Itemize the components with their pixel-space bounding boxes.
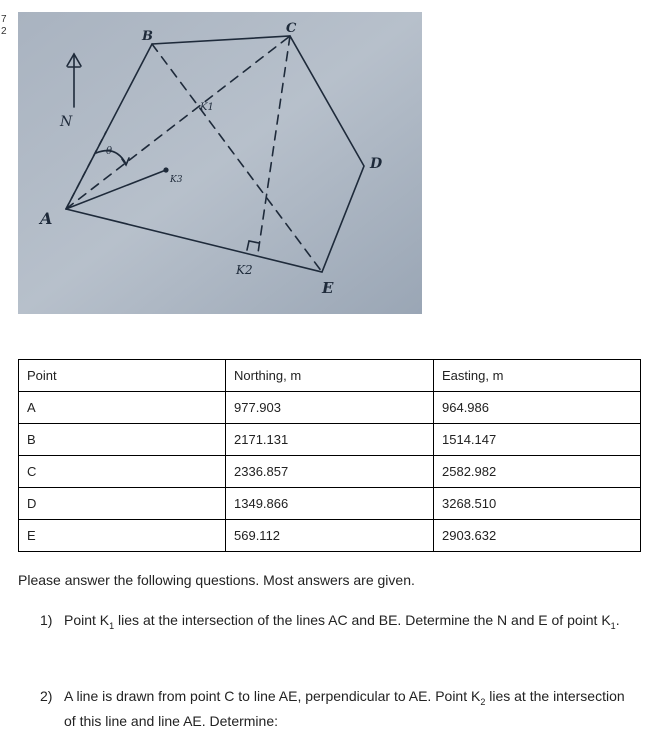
table-row — [19, 392, 641, 424]
cell-northing: 569.112 — [226, 520, 434, 552]
table-row — [19, 456, 641, 488]
question-text: A line is drawn from point C to line AE, perpendicular to AE. Point $K_2$ lies at the intersection of this line and line AE. Determine: — [64, 688, 625, 729]
survey-sketch-photo — [18, 12, 422, 314]
cell-easting: 3268.510 — [434, 488, 641, 520]
label-c: C — [286, 21, 297, 36]
question-text: Point $K_1$ lies at the intersection of the lines AC and BE. Determine the N and E of point $K_1$. — [64, 612, 620, 631]
header-easting: Easting, m — [434, 360, 641, 392]
table-header-row — [19, 360, 641, 392]
cell-northing: 977.903 — [226, 392, 434, 424]
table-row — [19, 488, 641, 520]
instructions-text: Please answer the following questions. Most answers are given. — [18, 572, 415, 588]
header-point: Point — [19, 360, 226, 392]
cell-easting: 964.986 — [434, 392, 641, 424]
page-margin-marks: 7 2 — [1, 14, 7, 37]
cell-point: A — [19, 392, 226, 424]
cell-easting: 2582.982 — [434, 456, 641, 488]
cell-point: E — [19, 520, 226, 552]
cell-point: C — [19, 456, 226, 488]
question-2 — [40, 687, 640, 731]
k3-point — [164, 168, 168, 172]
cell-point: D — [19, 488, 226, 520]
north-label: N — [60, 114, 73, 130]
label-e: E — [322, 279, 334, 297]
cell-easting: 2903.632 — [434, 520, 641, 552]
label-d: D — [370, 156, 383, 172]
question-1 — [40, 611, 640, 636]
label-theta: θ — [106, 146, 113, 157]
label-b: B — [142, 29, 153, 44]
table-row — [19, 424, 641, 456]
question-number: 1) — [40, 612, 53, 628]
cell-northing: 1349.866 — [226, 488, 434, 520]
question-number: 2) — [40, 688, 53, 704]
label-k1: K1 — [200, 102, 214, 113]
header-northing: Northing, m — [226, 360, 434, 392]
cell-northing: 2171.131 — [226, 424, 434, 456]
table-row — [19, 520, 641, 552]
coordinates-table — [18, 359, 641, 552]
label-k2: K2 — [236, 263, 253, 277]
cell-northing: 2336.857 — [226, 456, 434, 488]
cell-point: B — [19, 424, 226, 456]
label-a: A — [40, 209, 53, 228]
cell-easting: 1514.147 — [434, 424, 641, 456]
label-k3: K3 — [170, 175, 183, 185]
survey-sketch — [18, 12, 422, 314]
